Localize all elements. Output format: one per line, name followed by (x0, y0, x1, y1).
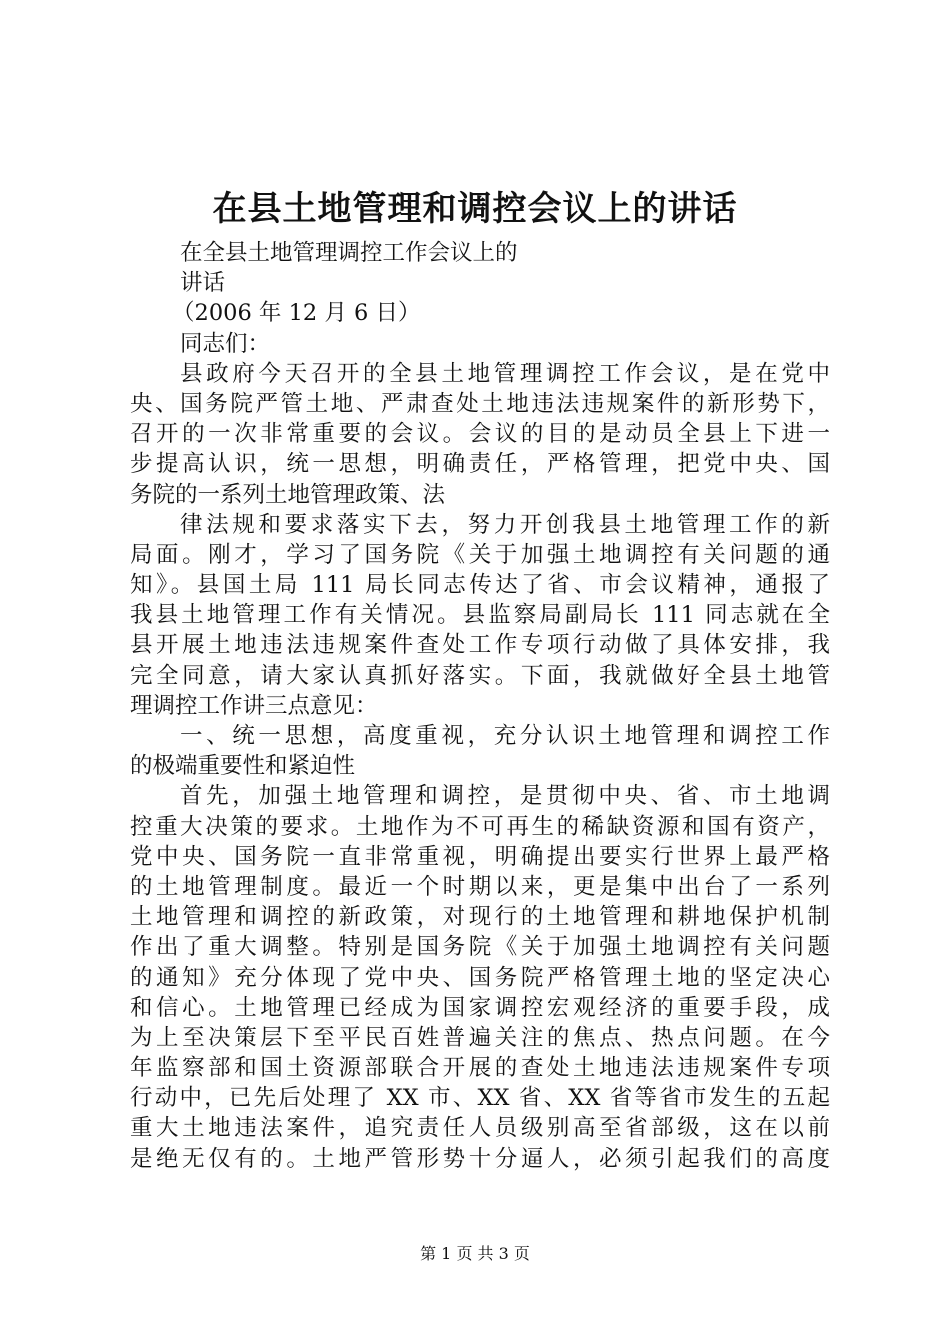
document-title: 在县土地管理和调控会议上的讲话 (212, 189, 738, 229)
body-line: 党中央、国务院一直非常重视，明确提出要实行世界上最严格 (130, 843, 830, 870)
body-line: 年监察部和国土资源部联合开展的查处土地违法违规案件专项 (130, 1055, 830, 1082)
body-line: 首先，加强土地管理和调控，是贯彻中央、省、市土地调 (180, 783, 830, 810)
body-line: 县政府今天召开的全县土地管理调控工作会议，是在党中 (180, 360, 830, 387)
body-line: 控重大决策的要求。土地作为不可再生的稀缺资源和国有资产， (130, 813, 830, 840)
body-line: 是绝无仅有的。土地严管形势十分逼人，必须引起我们的高度 (130, 1145, 830, 1172)
body-line: 的通知》充分体现了党中央、国务院严格管理土地的坚定决心 (130, 964, 830, 991)
body-line: 在全县土地管理调控工作会议上的 (180, 240, 518, 266)
body-line: 律法规和要求落实下去，努力开创我县土地管理工作的新 (180, 511, 830, 538)
body-line: 土地管理和调控的新政策，对现行的土地管理和耕地保护机制 (130, 904, 830, 931)
section-heading-line: 的极端重要性和紧迫性 (130, 753, 356, 780)
body-line: 局面。刚才，学习了国务院《关于加强土地调控有关问题的通 (130, 541, 830, 568)
body-line: 央、国务院严管土地、严肃查处土地违法违规案件的新形势下， (130, 390, 830, 417)
body-line: 县开展土地违法违规案件查处工作专项行动做了具体安排，我 (130, 632, 830, 659)
document-body (130, 238, 830, 1174)
body-line: 召开的一次非常重要的会议。会议的目的是动员全县上下进一 (130, 421, 830, 448)
body-line: 的土地管理制度。最近一个时期以来，更是集中出台了一系列 (130, 873, 830, 900)
page-footer: 第 1 页 共 3 页 (420, 1244, 530, 1263)
body-line: 我县土地管理工作有关情况。县监察局副局长 111 同志就在全 (130, 602, 830, 629)
body-line: 行动中，已先后处理了 XX 市、XX 省、XX 省等省市发生的五起 (130, 1085, 830, 1112)
body-line: 和信心。土地管理已经成为国家调控宏观经济的重要手段，成 (130, 994, 830, 1021)
body-line: 为上至决策层下至平民百姓普遍关注的焦点、热点问题。在今 (130, 1024, 830, 1051)
section-heading-line: 一、统一思想，高度重视，充分认识土地管理和调控工作 (180, 723, 830, 749)
body-line: 作出了重大调整。特别是国务院《关于加强土地调控有关问题 (130, 934, 830, 961)
body-line: 完全同意，请大家认真抓好落实。下面，我就做好全县土地管 (130, 662, 830, 689)
body-line: 理调控工作讲三点意见： (130, 692, 378, 719)
body-line: 知》。县国土局 111 局长同志传达了省、市会议精神，通报了 (130, 572, 830, 599)
body-line: 务院的一系列土地管理政策、法 (130, 481, 446, 508)
body-line: 步提高认识，统一思想，明确责任，严格管理，把党中央、国 (130, 451, 830, 478)
body-line: （2006 年 12 月 6 日） (172, 300, 421, 327)
body-line: 讲话 (180, 270, 226, 297)
body-line: 重大土地违法案件，追究责任人员级别高至省部级，这在以前 (130, 1115, 830, 1142)
body-line: 同志们： (180, 330, 271, 357)
